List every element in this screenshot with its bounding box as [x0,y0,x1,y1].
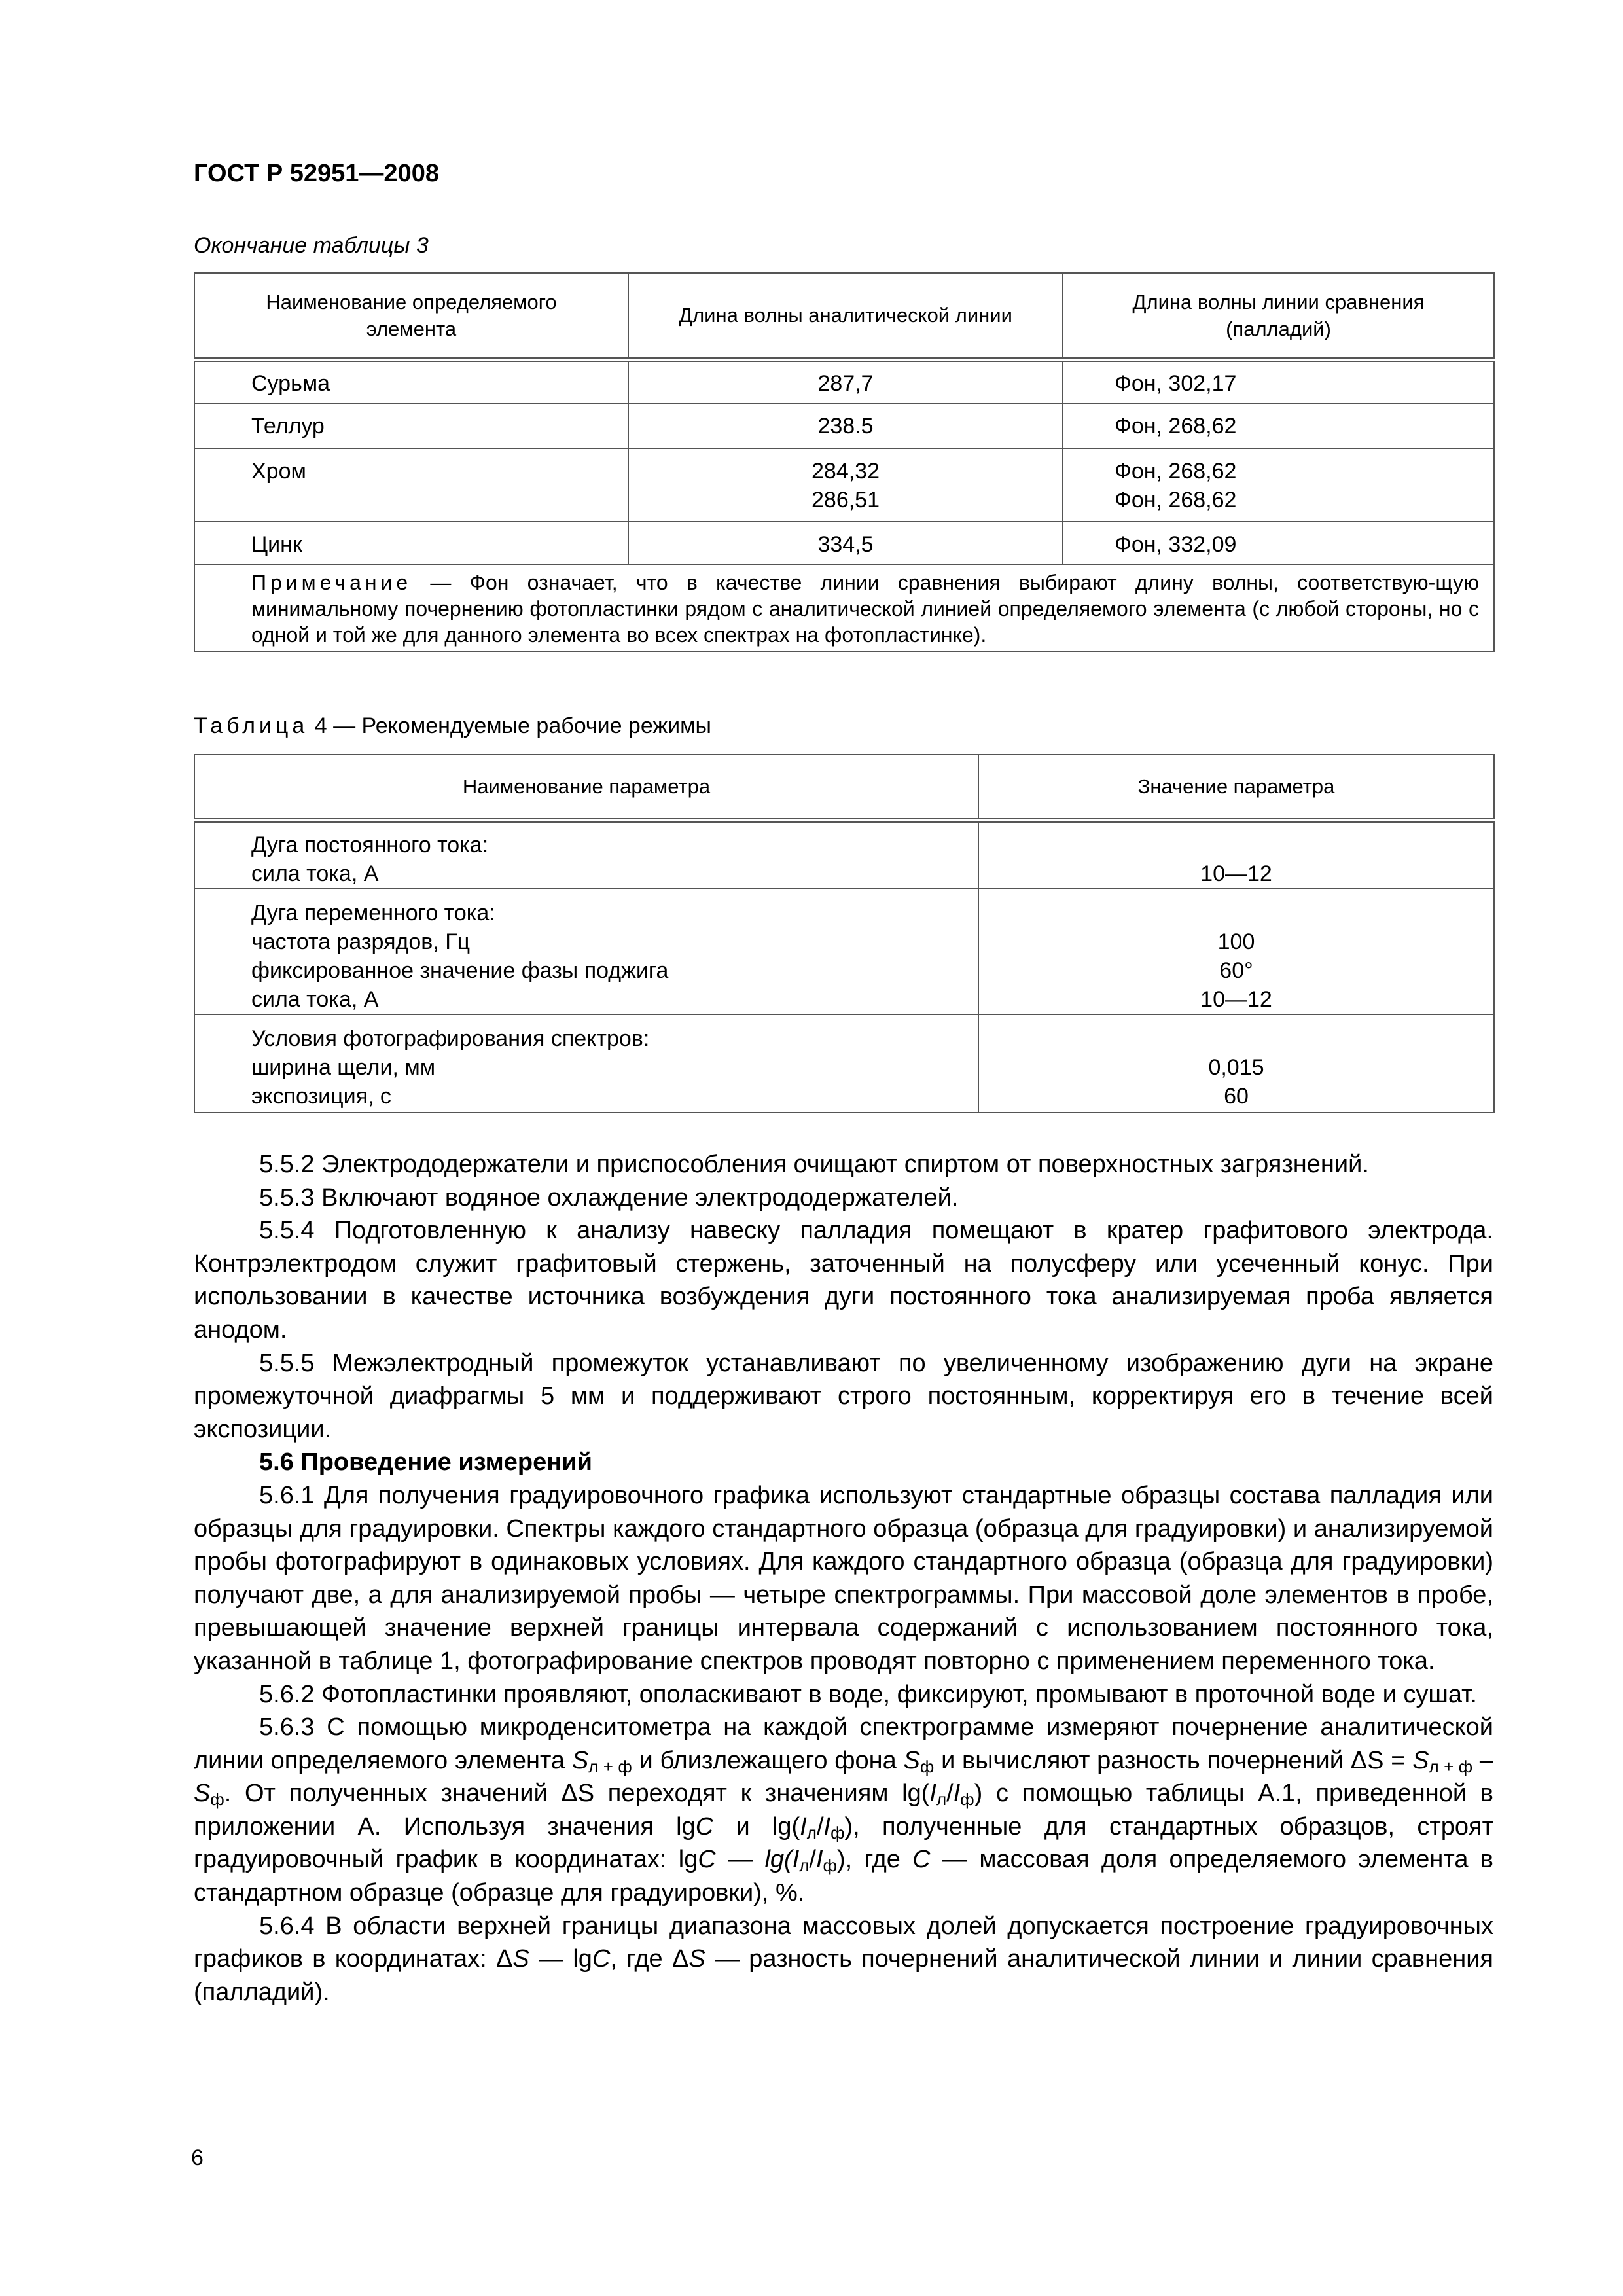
table3-cell-comparison: Фон, 332,09 [1063,522,1494,565]
paragraph-5-5-3: 5.5.3 Включают водяное охлаждение электрододержателей. [259,1183,959,1211]
table3-cell-element: Хром [194,448,628,522]
table3-cell-element: Цинк [194,522,628,565]
table3-cell-comparison: Фон, 302,17 [1063,359,1494,404]
section-heading-5-6: 5.6 Проведение измерений [259,1448,592,1477]
table4-cell-value: 100 60° 10—12 [978,889,1494,1014]
document-header: ГОСТ Р 52951—2008 [194,160,439,187]
table3-note-row [194,565,1494,651]
table3-caption: Окончание таблицы 3 [194,233,429,258]
table3-header-comparison: Длина волны линии сравнения (палладий) [1063,273,1494,359]
table4-cell-value: 0,015 60 [978,1014,1494,1113]
table-4 [194,754,1495,1113]
table3-note: Примечание — Фон означает, что в качестве линии сравнения выбирают длину волны, соответствую-щую минимальному почернению фотопластинки рядом с аналитической линией определяемого элемента (с любой стороны, но с одной и той же для данного элемента во всех спектрах на фотопластинке). [194,565,1494,651]
table3-cell-element: Сурьма [194,359,628,404]
table4-cell-value: 10—12 [978,820,1494,889]
table3-row [194,404,1494,448]
table3-cell-analytical: 287,7 [628,359,1063,404]
body-text [194,1148,1493,2009]
table4-cell-parameter: Дуга постоянного тока: сила тока, А [194,820,978,889]
table3-cell-analytical: 238.5 [628,404,1063,448]
table4-row [194,820,1494,889]
page-number: 6 [191,2145,204,2170]
table3-header-analytical: Длина волны аналитической линии [628,273,1063,359]
table4-header-parameter: Наименование параметра [194,755,978,820]
table3-cell-comparison: Фон, 268,62 Фон, 268,62 [1063,448,1494,522]
table4-header-value: Значение параметра [978,755,1494,820]
paragraph-5-5-2: 5.5.2 Электрододержатели и приспособления очищают спиртом от поверхностных загрязнений. [259,1151,1369,1178]
table4-cell-parameter: Условия фотографирования спектров: ширина щели, мм экспозиция, с [194,1014,978,1113]
table4-caption: Таблица 4 — Рекомендуемые рабочие режимы [194,713,711,738]
table4-cell-parameter: Дуга переменного тока: частота разрядов, Гц фиксированное значение фазы поджига сила тока, А [194,889,978,1014]
paragraph-5-6-2: 5.6.2 Фотопластинки проявляют, ополаскивают в воде, фиксируют, промывают в проточной воде и сушат. [259,1680,1477,1708]
table3-header-element: Наименование определяемого элемента [194,273,628,359]
paragraph-5-5-5: 5.5.5 Межэлектродный промежуток устанавливают по увеличенному изображению дуги на экране промежуточной диафрагмы 5 мм и поддерживают строго постоянным, корректируя его в течение всей экспозиции. [194,1349,1493,1443]
paragraph-5-6-4: 5.6.4 В области верхней границы диапазона массовых долей допускается построение градуировочных графиков в координатах: ΔS — lgC, где ΔS — разность почернений аналитической линии и линии сравнения (палладий). [194,1912,1494,2006]
paragraph-5-6-1: 5.6.1 Для получения градуировочного графика используют стандартные образцы состава палладия или образцы для градуировки. Спектры каждого стандартного образца (образца для градуировки) и анализируемой пробы фотографируют в одинаковых условиях. Для каждого стандартного образца (образца для градуировки) получают две, а для анализируемой пробы — четыре спектрограммы. При массовой доле элементов в пробе, превышающей значение верхней границы интервала содержаний с использованием постоянного тока, указанной в таблице 1, фотографирование спектров проводят повторно с применением переменного тока. [194,1481,1493,1675]
table3-row [194,522,1494,565]
table3-cell-analytical: 284,32 286,51 [628,448,1063,522]
table3-row [194,359,1494,404]
table3-cell-element: Теллур [194,404,628,448]
table3-row [194,448,1494,522]
paragraph-5-5-4: 5.5.4 Подготовленную к анализу навеску палладия помещают в кратер графитового электрода. Контрэлектродом служит графитовый стержень, заточенный на полусферу или усеченный конус. При использовании в качестве источника возбуждения дуги постоянного тока анализируемая проба является анодом. [194,1217,1493,1344]
table4-row [194,1014,1494,1113]
table-3 [194,272,1495,652]
table3-cell-analytical: 334,5 [628,522,1063,565]
table3-cell-comparison: Фон, 268,62 [1063,404,1494,448]
table4-row [194,889,1494,1014]
paragraph-5-6-3: 5.6.3 С помощью микроденситометра на каждой спектрограмме измеряют почернение аналитической линии определяемого элемента $S_{л + ф}$ и близлежащего фона $S_ф$ и вычисляют разность почернений $\Delta S = S_{л + ф} - S_ф$. От полученных значений ΔS переходят к значениям $\lg(I_л/I_ф)$ с помощью таблицы А.1, приведенной в приложении А. Используя значения lgC и $\lg(I_л/I_ф)$, полученные для стандартных образцов, строят градуировочный график в координатах: lgC — $\lg(I_л/I_ф)$, где C — массовая доля определяемого элемента в стандартном образце (образце для градуировки), %. [194,1713,1493,1907]
